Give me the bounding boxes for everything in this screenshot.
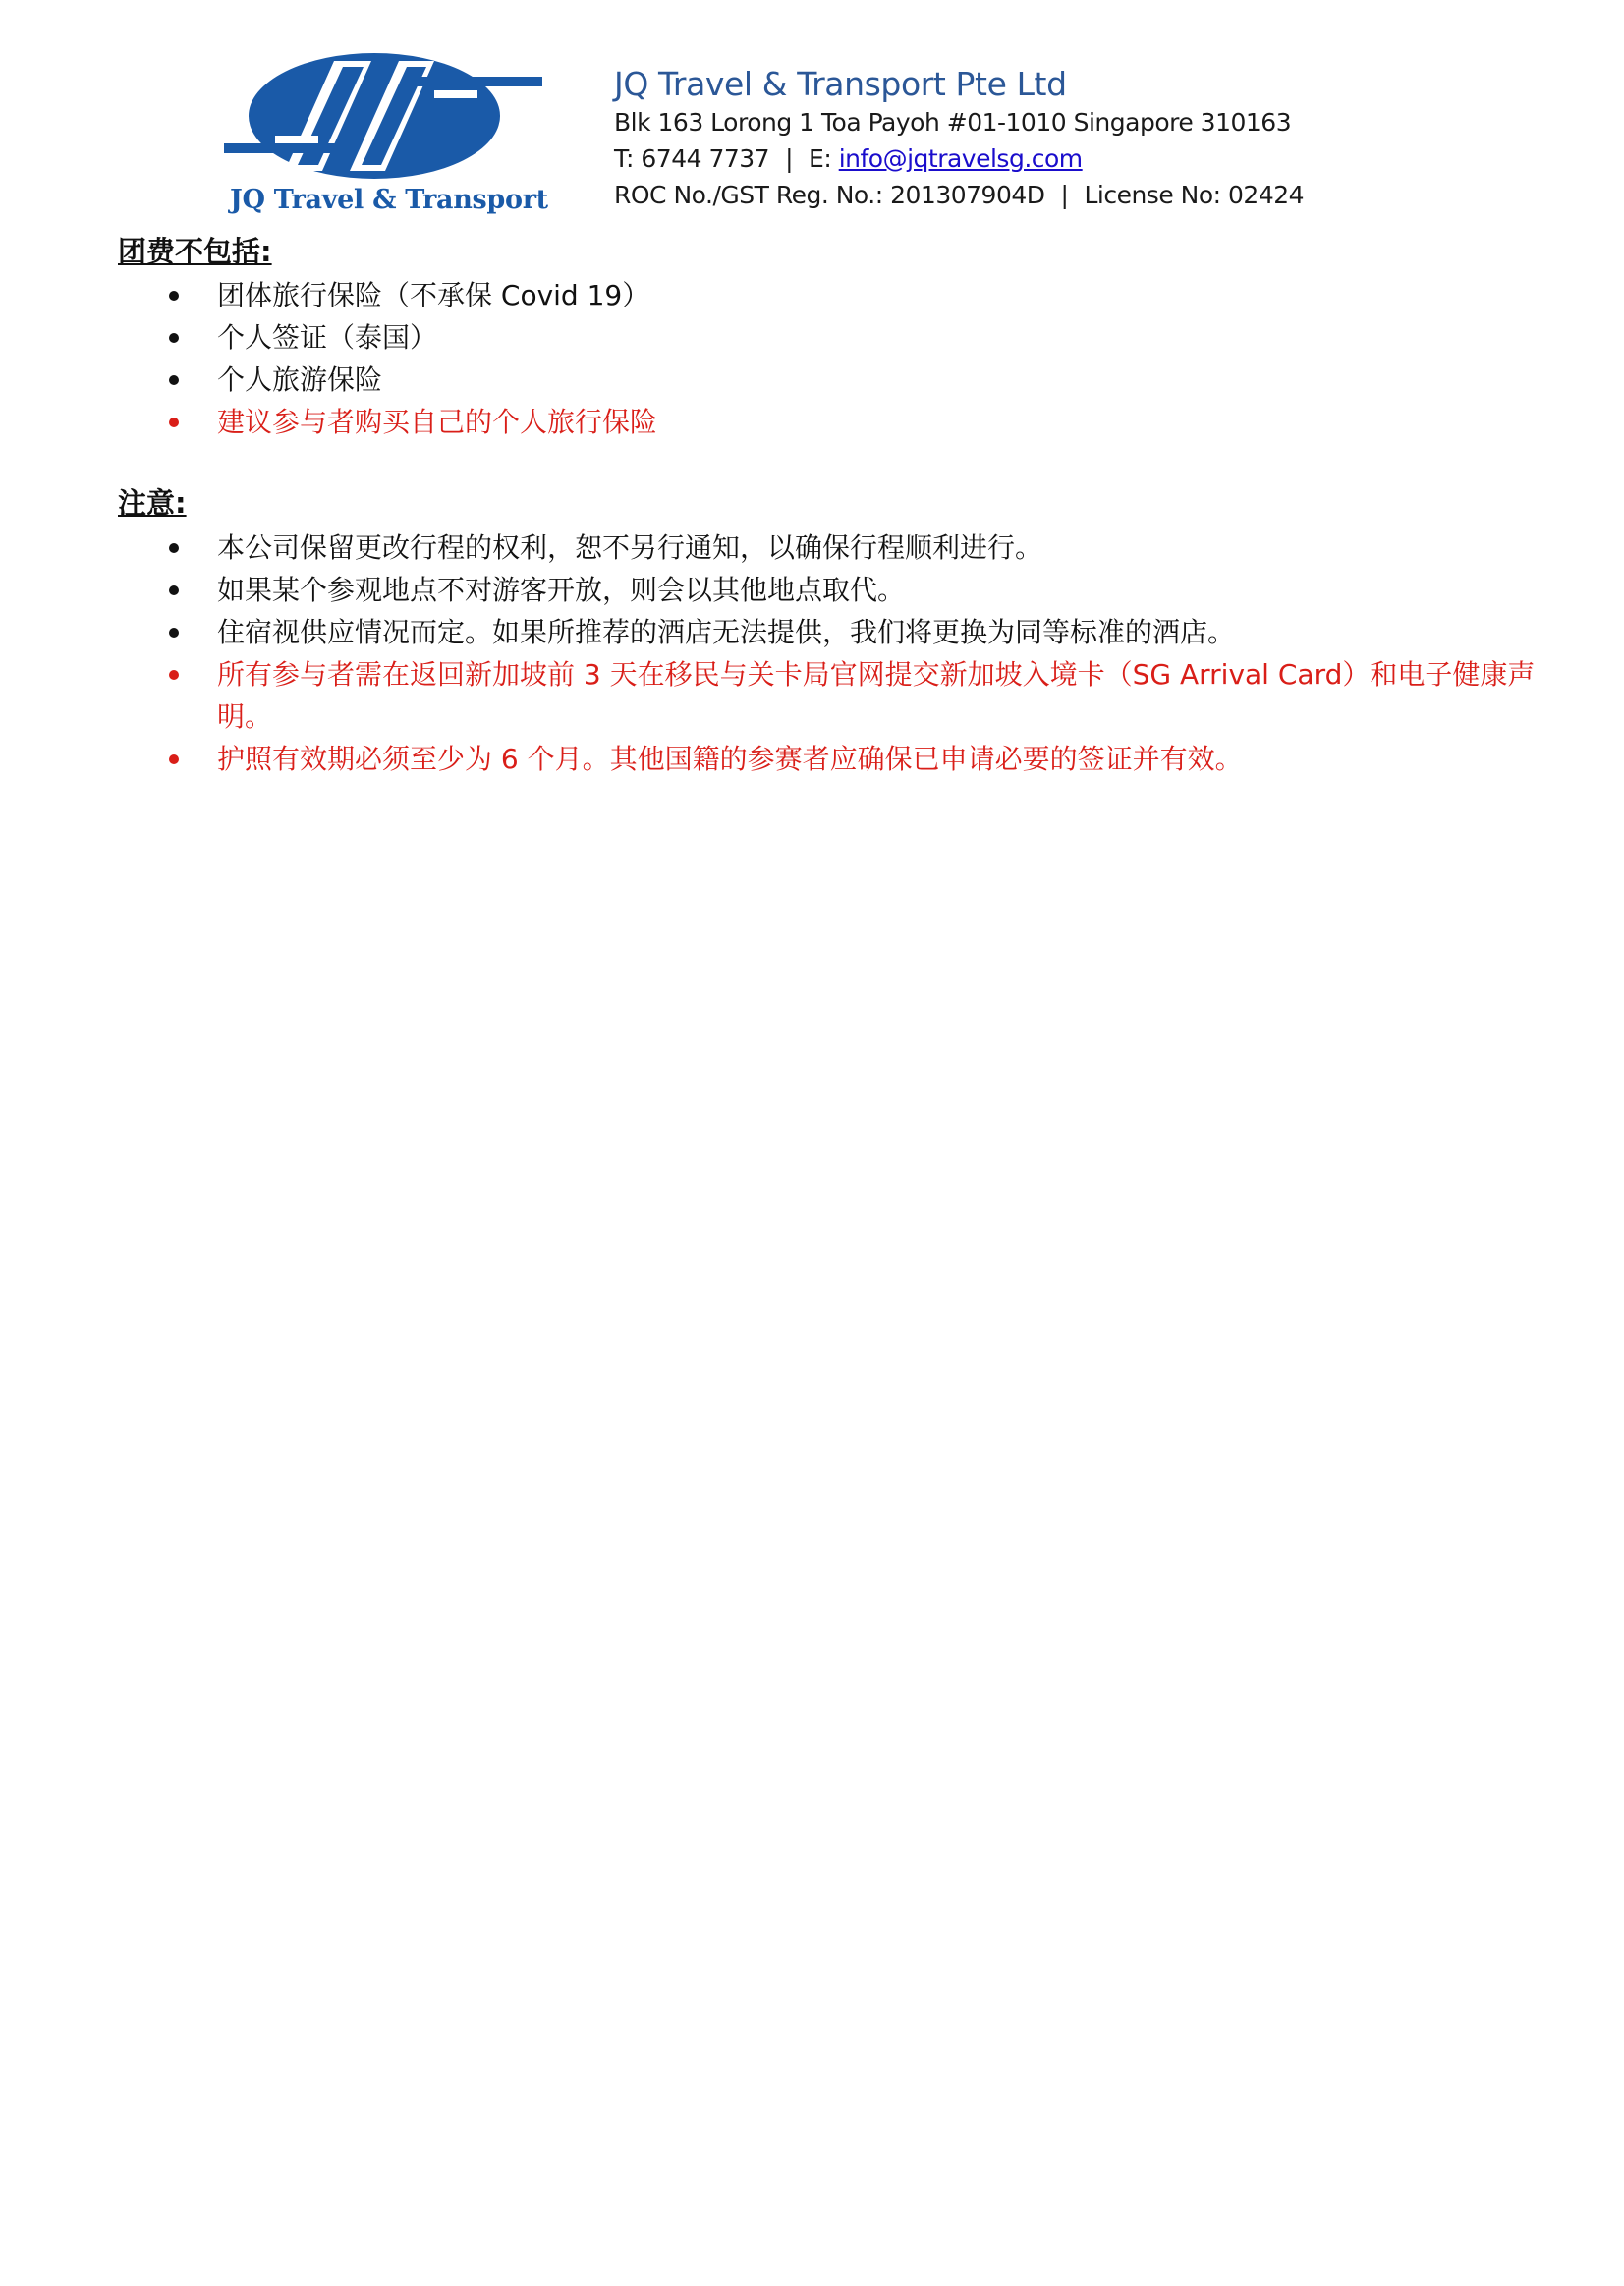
bullet-icon [169, 291, 179, 301]
list-item-text: 个人签证（泰国） [217, 321, 438, 354]
company-address: Blk 163 Lorong 1 Toa Payoh #01-1010 Singapore 310163 [614, 108, 1292, 137]
list-item [0, 359, 1624, 401]
list-item-text: 如果某个参观地点不对游客开放，则会以其他地点取代。 [217, 574, 906, 606]
bullet-icon [169, 670, 179, 680]
list-item-text: 建议参与者购买自己的个人旅行保险 [217, 406, 658, 438]
contact-line [614, 140, 1361, 177]
bullet-icon [169, 543, 179, 553]
list-item [0, 611, 1624, 653]
company-logo [224, 47, 548, 234]
bullet-icon [169, 418, 179, 427]
logo-emblem-icon [224, 47, 548, 185]
logo-wordmark: JQ Travel & Transport [230, 185, 548, 215]
bullet-icon [169, 333, 179, 343]
license-number: License No: 02424 [1084, 181, 1305, 209]
separator: | [1060, 181, 1069, 209]
notes-list [0, 527, 1624, 780]
separator: | [785, 144, 794, 173]
list-item-text: 本公司保留更改行程的权利，恕不另行通知，以确保行程顺利进行。 [217, 531, 1043, 564]
exclusions-heading: 团费不包括: [118, 235, 272, 268]
bullet-icon [169, 628, 179, 638]
list-item [0, 569, 1624, 611]
list-item-text: 护照有效期必须至少为 6 个月。其他国籍的参赛者应确保已申请必要的签证并有效。 [217, 743, 1243, 775]
letterhead [224, 47, 1354, 234]
exclusions-list [0, 274, 1624, 443]
phone-number: T: 6744 7737 [614, 144, 770, 173]
email-link[interactable]: info@jqtravelsg.com [838, 144, 1083, 173]
notes-heading: 注意: [118, 486, 187, 520]
registration-line [614, 177, 1361, 213]
list-item-text: 所有参与者需在返回新加坡前 3 天在移民与关卡局官网提交新加坡入境卡（SG Arrival Card）和电子健康声明。 [217, 658, 1536, 733]
bullet-icon [169, 754, 179, 764]
list-item [0, 738, 1624, 780]
list-item [0, 316, 1624, 359]
bullet-icon [169, 375, 179, 385]
bullet-icon [169, 585, 179, 595]
list-item-text: 住宿视供应情况而定。如果所推荐的酒店无法提供，我们将更换为同等标准的酒店。 [217, 616, 1236, 648]
registration-number: ROC No./GST Reg. No.: 201307904D [614, 181, 1045, 209]
list-item-text: 个人旅游保险 [217, 363, 383, 396]
email-label: E: [809, 144, 832, 173]
list-item [0, 527, 1624, 569]
company-name: JQ Travel & Transport Pte Ltd [614, 65, 1067, 103]
list-item-text: 团体旅行保险（不承保 Covid 19） [217, 279, 650, 311]
list-item [0, 274, 1624, 316]
company-info [614, 65, 1361, 213]
list-item [0, 653, 1624, 738]
list-item [0, 401, 1624, 443]
